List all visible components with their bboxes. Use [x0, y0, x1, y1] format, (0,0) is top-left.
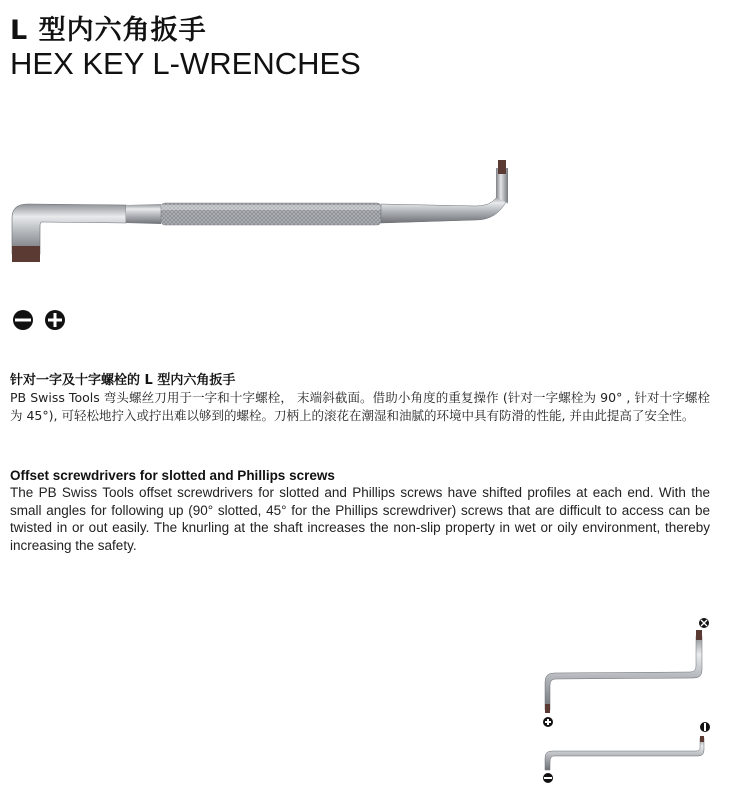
phillips-icon [44, 309, 66, 336]
english-description [10, 468, 710, 554]
slotted-icon [12, 309, 34, 336]
offset-screwdriver-image [6, 156, 516, 266]
slotted-offset-driver-thumbnail [538, 718, 718, 788]
english-section-body: The PB Swiss Tools offset screwdrivers for slotted and Phillips screws have shifted profiles at each end. With the small angles for following up (90° slotted, 45° for the Phillips screwdriver) screws that are difficult to access can be twisted in or out easily. The knurling at the shaft increases the non-slip property in wet or oily environment, thereby increasing the safety. [10, 485, 710, 553]
phillips-offset-driver-thumbnail [538, 614, 718, 730]
chinese-section-title: 针对一字及十字螺栓的 L 型内六角扳手 [10, 373, 236, 388]
chinese-description [10, 369, 710, 424]
screw-type-icons [12, 309, 72, 331]
english-section-title: Offset screwdrivers for slotted and Phillips screws [10, 468, 335, 483]
chinese-section-body: PB Swiss Tools 弯头螺丝刀用于一字和十字螺栓， 末端斜截面。借助小角度的重复操作 (针对一字螺栓为 90° , 针对十字螺栓为 45°), 可轻松地拧入或拧出难以够到的螺栓。刀柄上的滚花在潮湿和油腻的环境中具有防滑的性能, 并由此提高了安全性。 [10, 390, 710, 423]
page-title-chinese: L 型内六角扳手 [10, 15, 207, 46]
page-title-english: HEX KEY L-WRENCHES [10, 46, 361, 81]
